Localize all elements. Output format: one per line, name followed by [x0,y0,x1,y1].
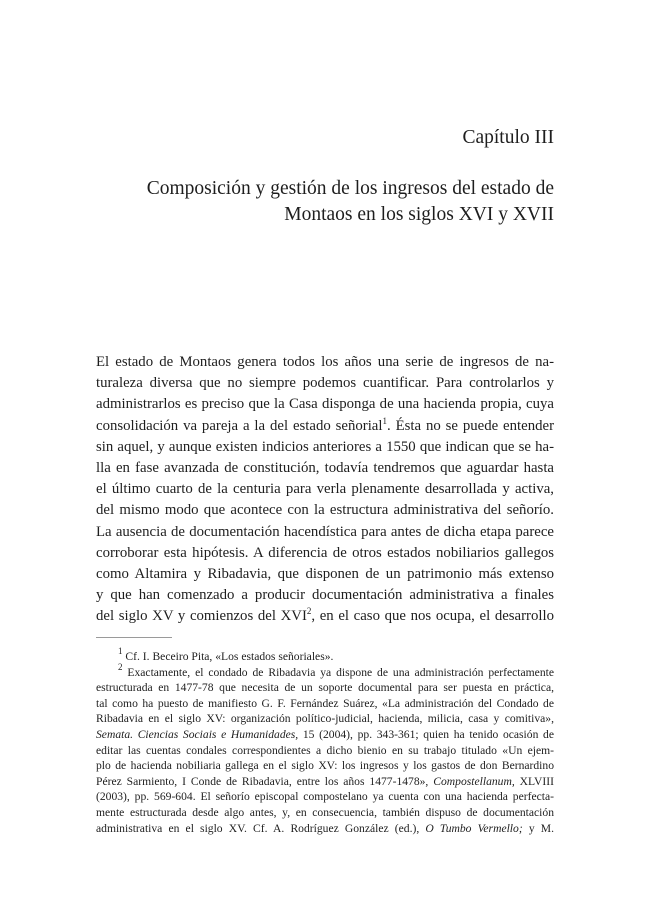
footnote-text: XLVIII [514,774,554,788]
footnote-2-line: Ribadavia en el siglo XV: organización político-judicial, hacienda, milicia, casa y comitiva», [96,712,554,726]
footnote-2-line: plo de hacienda nobiliaria gallega en el siglo XV: los ingresos y los gastos de don Bernardino [96,759,554,773]
chapter-label: Capítulo III [462,127,554,148]
body-paragraph [96,352,554,628]
footnote-ref[interactable]: 2 [306,606,312,617]
body-line: El estado de Montaos genera todos los años una serie de ingresos de na- [96,354,554,370]
footnote-1 [96,646,554,665]
body-line: como Altamira y Ribadavia, que disponen de un patrimonio más extenso [96,566,554,583]
body-line [96,416,554,437]
body-line: turaleza diversa que no siempre podemos cuantificar. Para controlarlos y [96,375,554,392]
journal-title: Semata. Ciencias Sociais e Humanidades, [96,727,299,741]
footnote-2-line: (2003), pp. 569-604. El señorío episcopal compostelano ya cuenta con una hacienda perfecta- [96,790,554,804]
footnote-2-line [96,661,554,681]
body-line: el último cuarto de la centuria para verla plenamente desarrollada y activa, [96,481,554,498]
footnote-2-line [96,821,554,837]
footnote-2-line [96,727,554,743]
chapter-title-line: Montaos en los siglos XVI y XVII [284,204,554,225]
footnote-text: y M. [522,821,554,835]
footnote-number: 1 [118,646,123,656]
footnote-text: administrativa en el siglo XV. Cf. A. Rodríguez González (ed.), [96,821,426,835]
footnote-separator [96,637,172,638]
body-text-run: , en el caso que nos ocupa, el desarrollo [311,608,554,625]
body-line: La ausencia de documentación hacendística para antes de dicha etapa parece [96,523,554,540]
chapter-title [84,176,554,228]
body-line: administrarlos es preciso que la Casa disponga de una hacienda propia, cuya [96,396,554,413]
footnotes [96,646,554,836]
footnote-number: 2 [118,661,123,672]
footnote-text: Pérez Sarmiento, I Conde de Ribadavia, entre los años 1477-1478», [96,774,434,788]
body-line: lla en fase avanzada de constitución, todavía tendremos que aguardar hasta [96,460,554,477]
body-line: sin aquel, y aunque existen indicios anteriores a 1550 que indican que se ha- [96,438,554,455]
body-text-run: del siglo XV y comienzos del XVI [96,608,307,625]
footnote-2-line [96,774,554,790]
body-line: del mismo modo que acontece con la estructura administrativa del señorío. [96,502,554,519]
body-line [96,606,554,627]
footnote-2-line: editar las cuentas condales correspondientes a dicho bienio en su trabajo titulado «Un ejem- [96,743,554,757]
book-title: O Tumbo Vermello; [425,821,523,835]
footnote-2-line: estructurada en 1477-78 que necesita de un soporte documental para ser puesta en práctica, [96,681,554,695]
journal-title: Compostellanum, [433,774,515,788]
footnote-2-line: tal como ha puesto de manifiesto G. F. Fernández Suárez, «La administración del Condado de [96,696,554,710]
body-text-run: consolidación va pareja a la del estado señorial [96,417,383,434]
body-text-run: . Ésta no se puede entender [386,417,554,434]
body-line: y que han comenzado a producir documentación administrativa a finales [96,587,554,604]
footnote-text: Exactamente, el condado de Ribadavia ya dispone de una administración perfectamente [122,665,554,679]
footnote-ref[interactable]: 1 [382,415,387,426]
chapter-title-line: Composición y gestión de los ingresos del estado de [146,178,554,199]
body-line: corroborar esta hipótesis. A diferencia de otros estados nobiliarios gallegos [96,544,554,561]
footnote-2-line: mente estructurada desde algo antes, y, en consecuencia, también dispuso de documentación [96,805,554,819]
footnote-text: 15 (2004), pp. 343-361; quien ha tenido ocasión de [298,727,554,741]
footnote-text: Cf. I. Beceiro Pita, «Los estados señoriales». [122,650,334,663]
